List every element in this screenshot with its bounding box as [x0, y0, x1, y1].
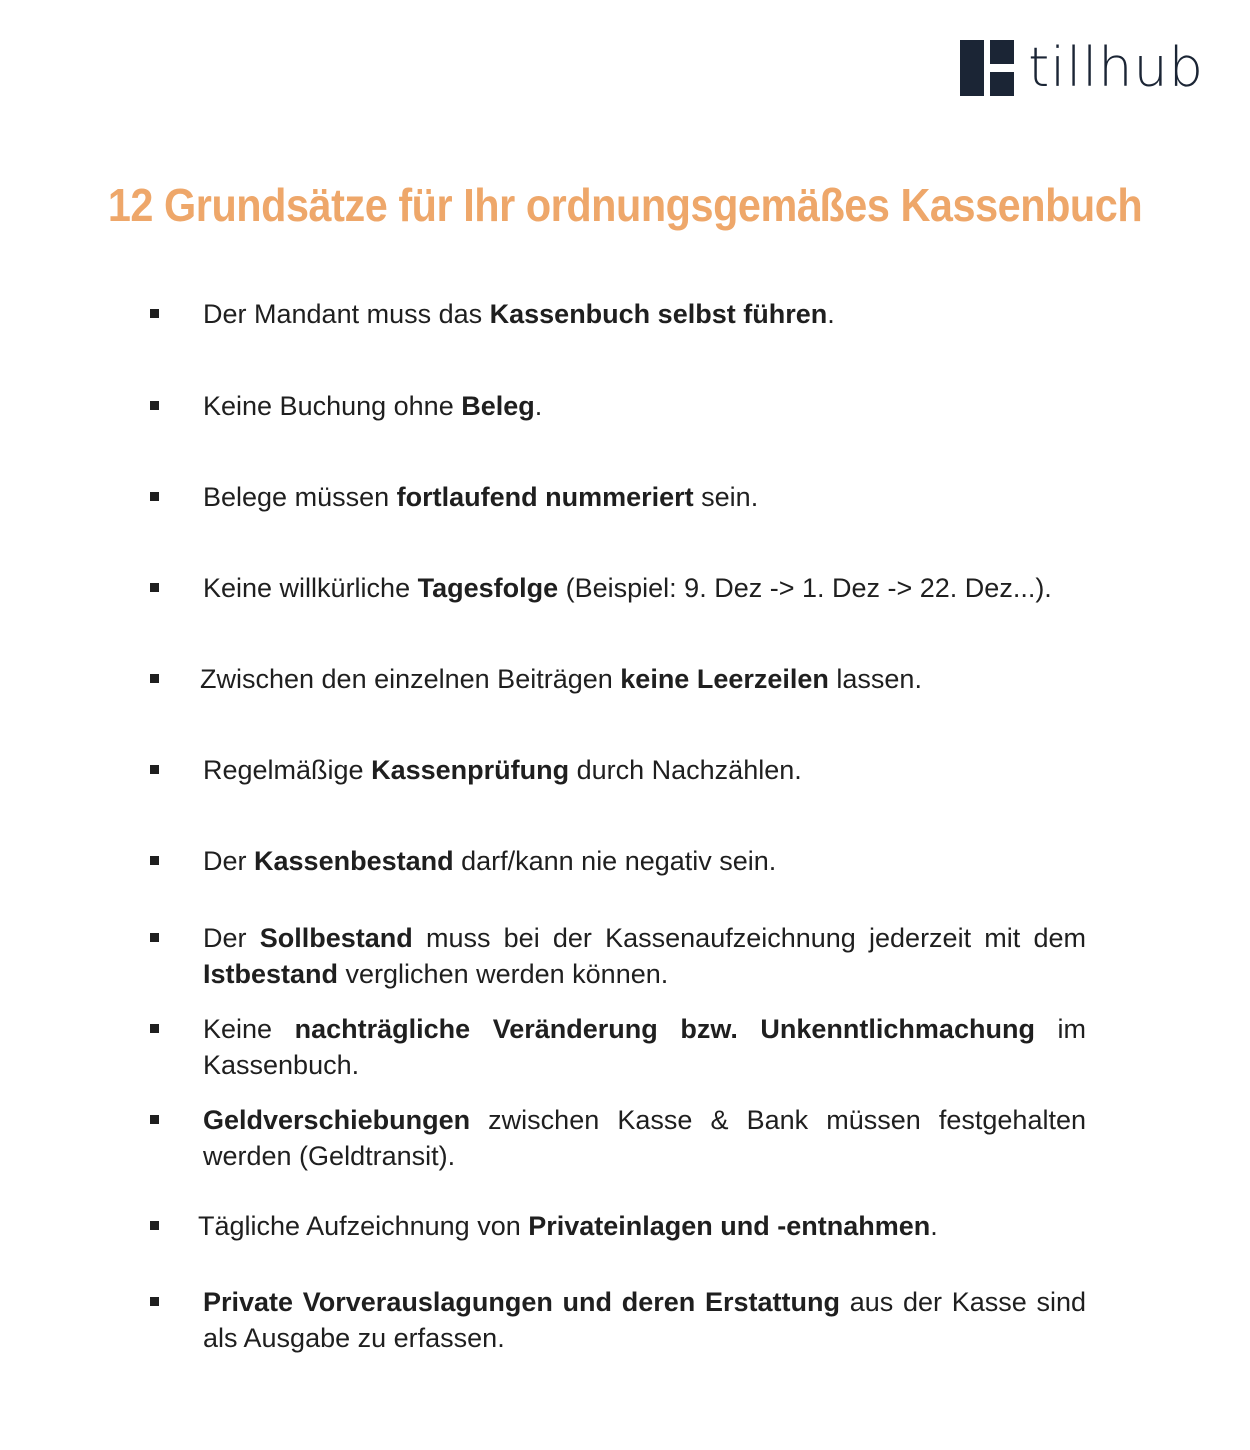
list-item	[150, 296, 1086, 332]
list-item-text: Tägliche Aufzeichnung von Privateinlagen und -entnahmen.	[198, 1211, 938, 1241]
bullet-icon	[150, 1221, 159, 1230]
list-item-text: Zwischen den einzelnen Beiträgen keine Leerzeilen lassen.	[200, 664, 922, 694]
bullet-icon	[150, 933, 159, 942]
tillhub-logo	[960, 36, 1204, 99]
bullet-icon	[150, 583, 159, 592]
bullet-icon	[150, 1024, 159, 1033]
list-item	[150, 843, 1086, 879]
list-item-text: Regelmäßige Kassenprüfung durch Nachzählen.	[203, 755, 802, 785]
bullet-icon	[150, 1297, 159, 1306]
bullet-icon	[150, 492, 159, 501]
list-item-text: Geldverschiebungen zwischen Kasse & Bank müssen festgehalten werden (Geldtransit).	[203, 1105, 1086, 1171]
list-item-text: Keine willkürliche Tagesfolge (Beispiel: 9. Dez -> 1. Dez -> 22. Dez...).	[203, 573, 1052, 603]
list-item	[150, 388, 1086, 424]
list-item-text: Private Vorverauslagungen und deren Erstattung aus der Kasse sind als Ausgabe zu erfassen.	[203, 1287, 1086, 1353]
list-item	[150, 752, 1086, 788]
list-item	[150, 479, 1086, 515]
list-item-text: Keine Buchung ohne Beleg.	[203, 391, 543, 421]
list-item-text: Keine nachträgliche Veränderung bzw. Unkenntlichmachung im Kassenbuch.	[203, 1014, 1086, 1080]
list-item	[150, 570, 1086, 606]
list-item	[150, 920, 1086, 992]
bullet-icon	[150, 401, 159, 410]
bullet-icon	[150, 765, 159, 774]
bullet-icon	[150, 856, 159, 865]
page-title: 12 Grundsätze für Ihr ordnungsgemäßes Kassenbuch	[107, 179, 1143, 231]
list-item-text: Der Mandant muss das Kassenbuch selbst führen.	[203, 299, 835, 329]
list-item	[150, 1284, 1086, 1356]
list-item-text: Belege müssen fortlaufend nummeriert sein.	[203, 482, 759, 512]
list-item-text: Der Kassenbestand darf/kann nie negativ sein.	[203, 846, 777, 876]
brand-name: tillhub	[1028, 36, 1204, 99]
list-item	[150, 1102, 1086, 1174]
tillhub-logo-icon	[960, 40, 1014, 96]
list-item	[150, 1208, 1086, 1244]
bullet-icon	[150, 309, 159, 318]
list-item	[150, 1011, 1086, 1083]
list-item-text: Der Sollbestand muss bei der Kassenaufzeichnung jederzeit mit dem Istbestand verglichen werden können.	[203, 923, 1086, 989]
bullet-icon	[150, 1115, 159, 1124]
bullet-icon	[150, 674, 159, 683]
list-item	[150, 661, 1086, 697]
